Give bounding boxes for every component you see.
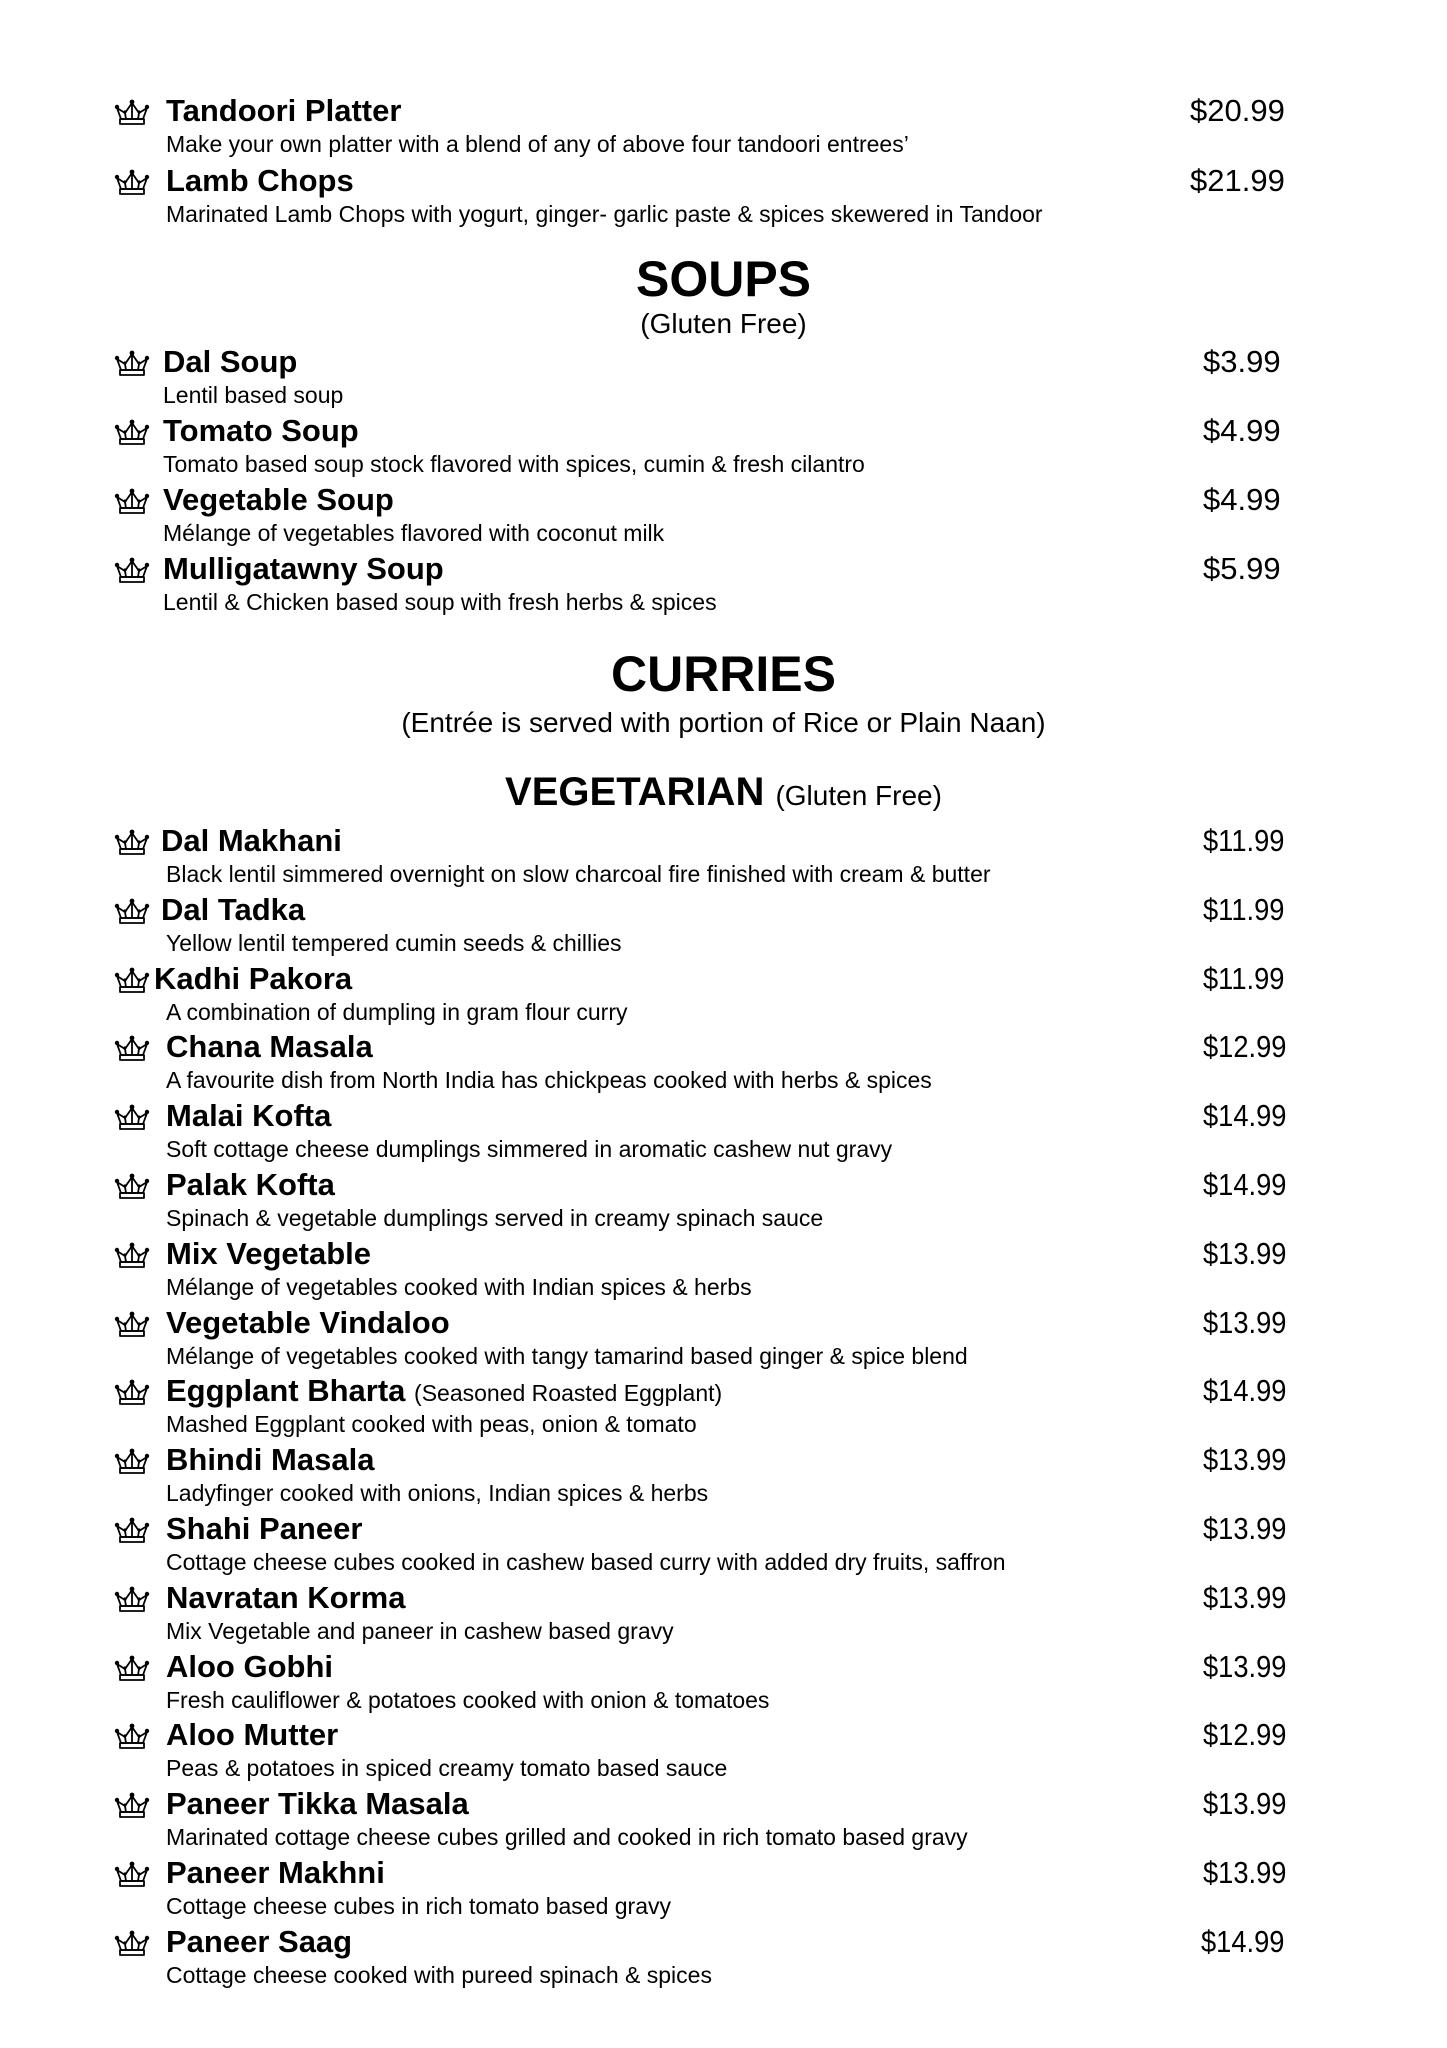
- crown-icon: [114, 487, 150, 515]
- crown-icon: [114, 897, 150, 925]
- menu-item: [0, 413, 1447, 479]
- item-description: Mélange of vegetables cooked with Indian spices & herbs: [166, 1273, 752, 1300]
- item-name-text: Tomato Soup: [163, 413, 359, 448]
- item-price: $4.99: [1203, 413, 1281, 448]
- crown-icon: [114, 1034, 150, 1062]
- crown-icon: [114, 168, 150, 196]
- crown-icon: [114, 1791, 150, 1819]
- item-name: [166, 1373, 722, 1411]
- item-description: Peas & potatoes in spiced creamy tomato based sauce: [166, 1755, 728, 1782]
- vegetarian-title: VEGETARIAN: [505, 770, 765, 814]
- item-name-text: Aloo Mutter: [166, 1717, 339, 1753]
- crown-icon: [114, 1722, 150, 1750]
- item-price: $13.99: [1203, 1855, 1287, 1890]
- menu-item: [0, 1511, 1447, 1577]
- item-price: $13.99: [1203, 1235, 1287, 1271]
- item-name: [163, 551, 444, 587]
- item-name-text: Vegetable Soup: [163, 482, 394, 517]
- menu-item: [0, 1717, 1447, 1783]
- item-description: Marinated Lamb Chops with yogurt, ginger- garlic paste & spices skewered in Tandoor: [166, 201, 1043, 227]
- item-name-text: Paneer Makhni: [166, 1855, 385, 1890]
- item-name: [161, 823, 342, 859]
- item-name-text: Aloo Gobhi: [166, 1648, 334, 1684]
- item-name: [163, 482, 394, 518]
- item-description: Soft cottage cheese dumplings simmered in aromatic cashew nut gravy: [166, 1136, 893, 1163]
- menu-item: [0, 163, 1447, 229]
- item-name-note: (Seasoned Roasted Eggplant): [414, 1380, 723, 1407]
- item-price: $13.99: [1203, 1786, 1287, 1822]
- crown-icon: [114, 1585, 150, 1613]
- menu-item: [0, 93, 1447, 159]
- crown-icon: [114, 1310, 150, 1338]
- item-description: Spinach & vegetable dumplings served in creamy spinach sauce: [166, 1205, 824, 1231]
- menu-item: [0, 1305, 1447, 1371]
- item-name: [166, 1855, 385, 1891]
- menu-item: [0, 482, 1447, 548]
- menu-item: [0, 1855, 1447, 1921]
- crown-icon: [114, 1654, 150, 1682]
- item-name: [166, 1580, 405, 1616]
- soups-subtitle: (Gluten Free): [640, 308, 807, 339]
- item-name: [166, 1717, 338, 1753]
- item-name-text: Navratan Korma: [166, 1579, 406, 1615]
- item-name: [154, 961, 352, 997]
- item-description: Mashed Eggplant cooked with peas, onion & tomato: [166, 1411, 697, 1438]
- item-price: $14.99: [1201, 1923, 1285, 1959]
- item-name-text: Malai Kofta: [166, 1098, 332, 1134]
- item-price: $4.99: [1203, 482, 1281, 517]
- crown-icon: [114, 1241, 150, 1269]
- item-name-text: Palak Kofta: [166, 1167, 335, 1202]
- item-name-text: Kadhi Pakora: [154, 960, 353, 996]
- item-description: Black lentil simmered overnight on slow charcoal fire finished with cream & butter: [166, 861, 991, 887]
- item-name: [166, 1167, 335, 1203]
- crown-icon: [114, 828, 150, 856]
- item-description: Lentil based soup: [163, 382, 344, 408]
- menu-item: [0, 1373, 1447, 1439]
- menu-item: [0, 961, 1447, 1027]
- menu-item: [0, 1442, 1447, 1508]
- item-price: $12.99: [1203, 1029, 1287, 1065]
- item-price: $13.99: [1203, 1579, 1287, 1615]
- menu-item: [0, 1236, 1447, 1302]
- item-description: Make your own platter with a blend of any of above four tandoori entrees’: [166, 131, 909, 157]
- menu-item: [0, 1029, 1447, 1095]
- item-name: [166, 1924, 352, 1960]
- item-name-text: Paneer Tikka Masala: [166, 1786, 469, 1822]
- item-price: $11.99: [1203, 823, 1285, 858]
- item-name-text: Mulligatawny Soup: [163, 551, 444, 586]
- item-price: $13.99: [1203, 1511, 1287, 1546]
- menu-item: [0, 892, 1447, 958]
- crown-icon: [114, 98, 150, 126]
- item-name-text: Shahi Paneer: [166, 1511, 363, 1546]
- curries-subtitle: (Entrée is served with portion of Rice or Plain Naan): [401, 707, 1046, 738]
- item-name-text: Eggplant Bharta: [166, 1373, 406, 1409]
- item-name: [166, 1442, 374, 1478]
- vegetarian-note: (Gluten Free): [775, 780, 942, 811]
- item-price: $13.99: [1203, 1304, 1287, 1340]
- item-name: [166, 1236, 371, 1272]
- item-description: Mélange of vegetables flavored with coconut milk: [163, 520, 665, 546]
- item-price: $12.99: [1203, 1717, 1287, 1753]
- item-price: $13.99: [1203, 1442, 1287, 1478]
- item-description: Tomato based soup stock flavored with spices, cumin & fresh cilantro: [163, 451, 865, 477]
- item-description: Yellow lentil tempered cumin seeds & chillies: [166, 929, 622, 956]
- item-name-text: Lamb Chops: [166, 163, 354, 198]
- item-name-text: Vegetable Vindaloo: [166, 1304, 450, 1340]
- item-name: [166, 1511, 362, 1547]
- item-name: [166, 1649, 333, 1685]
- item-description: Lentil & Chicken based soup with fresh herbs & spices: [163, 589, 717, 615]
- crown-icon: [114, 1516, 150, 1544]
- item-name: [166, 1098, 331, 1134]
- crown-icon: [114, 349, 150, 377]
- crown-icon: [114, 418, 150, 446]
- item-description: A favourite dish from North India has chickpeas cooked with herbs & spices: [166, 1067, 932, 1094]
- item-price: $14.99: [1203, 1167, 1287, 1202]
- crown-icon: [114, 1860, 150, 1888]
- item-description: Mix Vegetable and paneer in cashew based gravy: [166, 1617, 674, 1644]
- item-price: $11.99: [1203, 960, 1285, 996]
- item-description: Ladyfinger cooked with onions, Indian spices & herbs: [166, 1480, 709, 1507]
- item-description: Cottage cheese cooked with pureed spinach & spices: [166, 1961, 712, 1988]
- item-name-text: Dal Tadka: [161, 891, 306, 927]
- item-description: Marinated cottage cheese cubes grilled and cooked in rich tomato based gravy: [166, 1824, 968, 1851]
- item-price: $14.99: [1203, 1098, 1287, 1134]
- item-price: $21.99: [1190, 163, 1285, 198]
- crown-icon: [114, 966, 150, 994]
- item-price: $20.99: [1190, 93, 1285, 128]
- menu-item: [0, 1924, 1447, 1990]
- item-description: Mélange of vegetables cooked with tangy tamarind based ginger & spice blend: [166, 1342, 968, 1369]
- menu-item: [0, 1098, 1447, 1164]
- menu-item: [0, 1167, 1447, 1233]
- item-name: [161, 892, 305, 928]
- crown-icon: [114, 556, 150, 584]
- item-price: $13.99: [1203, 1648, 1287, 1684]
- item-price: $5.99: [1203, 551, 1281, 586]
- item-name: [163, 344, 297, 380]
- item-name-text: Bhindi Masala: [166, 1442, 375, 1478]
- item-name-text: Chana Masala: [166, 1029, 373, 1065]
- menu-item: [0, 1786, 1447, 1852]
- item-name-text: Mix Vegetable: [166, 1235, 372, 1271]
- item-price: $14.99: [1203, 1373, 1287, 1409]
- menu-item: [0, 344, 1447, 410]
- item-name-text: Paneer Saag: [166, 1923, 353, 1959]
- menu-item: [0, 1580, 1447, 1646]
- item-name: [166, 1786, 469, 1822]
- menu-item: [0, 1649, 1447, 1715]
- item-name-text: Dal Soup: [163, 344, 298, 379]
- soups-title: SOUPS: [635, 251, 812, 307]
- menu-item: [0, 551, 1447, 617]
- item-name-text: Tandoori Platter: [166, 93, 402, 128]
- crown-icon: [114, 1103, 150, 1131]
- item-description: A combination of dumpling in gram flour curry: [166, 998, 628, 1025]
- curries-title: CURRIES: [610, 646, 837, 702]
- item-name: [163, 413, 359, 449]
- item-price: $11.99: [1203, 891, 1285, 927]
- item-price: $3.99: [1203, 344, 1281, 379]
- item-name: [166, 163, 354, 199]
- crown-icon: [114, 1378, 150, 1406]
- item-description: Cottage cheese cubes cooked in cashew based curry with added dry fruits, saffron: [166, 1549, 1006, 1575]
- crown-icon: [114, 1172, 150, 1200]
- item-description: Fresh cauliflower & potatoes cooked with onion & tomatoes: [166, 1686, 770, 1713]
- vegetarian-heading: [0, 770, 1447, 815]
- item-name: [166, 1305, 450, 1341]
- crown-icon: [114, 1929, 150, 1957]
- item-name: [166, 1029, 373, 1065]
- item-name-text: Dal Makhani: [161, 823, 342, 858]
- crown-icon: [114, 1447, 150, 1475]
- menu-item: [0, 823, 1447, 889]
- item-description: Cottage cheese cubes in rich tomato based gravy: [166, 1893, 672, 1919]
- item-name: [166, 93, 401, 129]
